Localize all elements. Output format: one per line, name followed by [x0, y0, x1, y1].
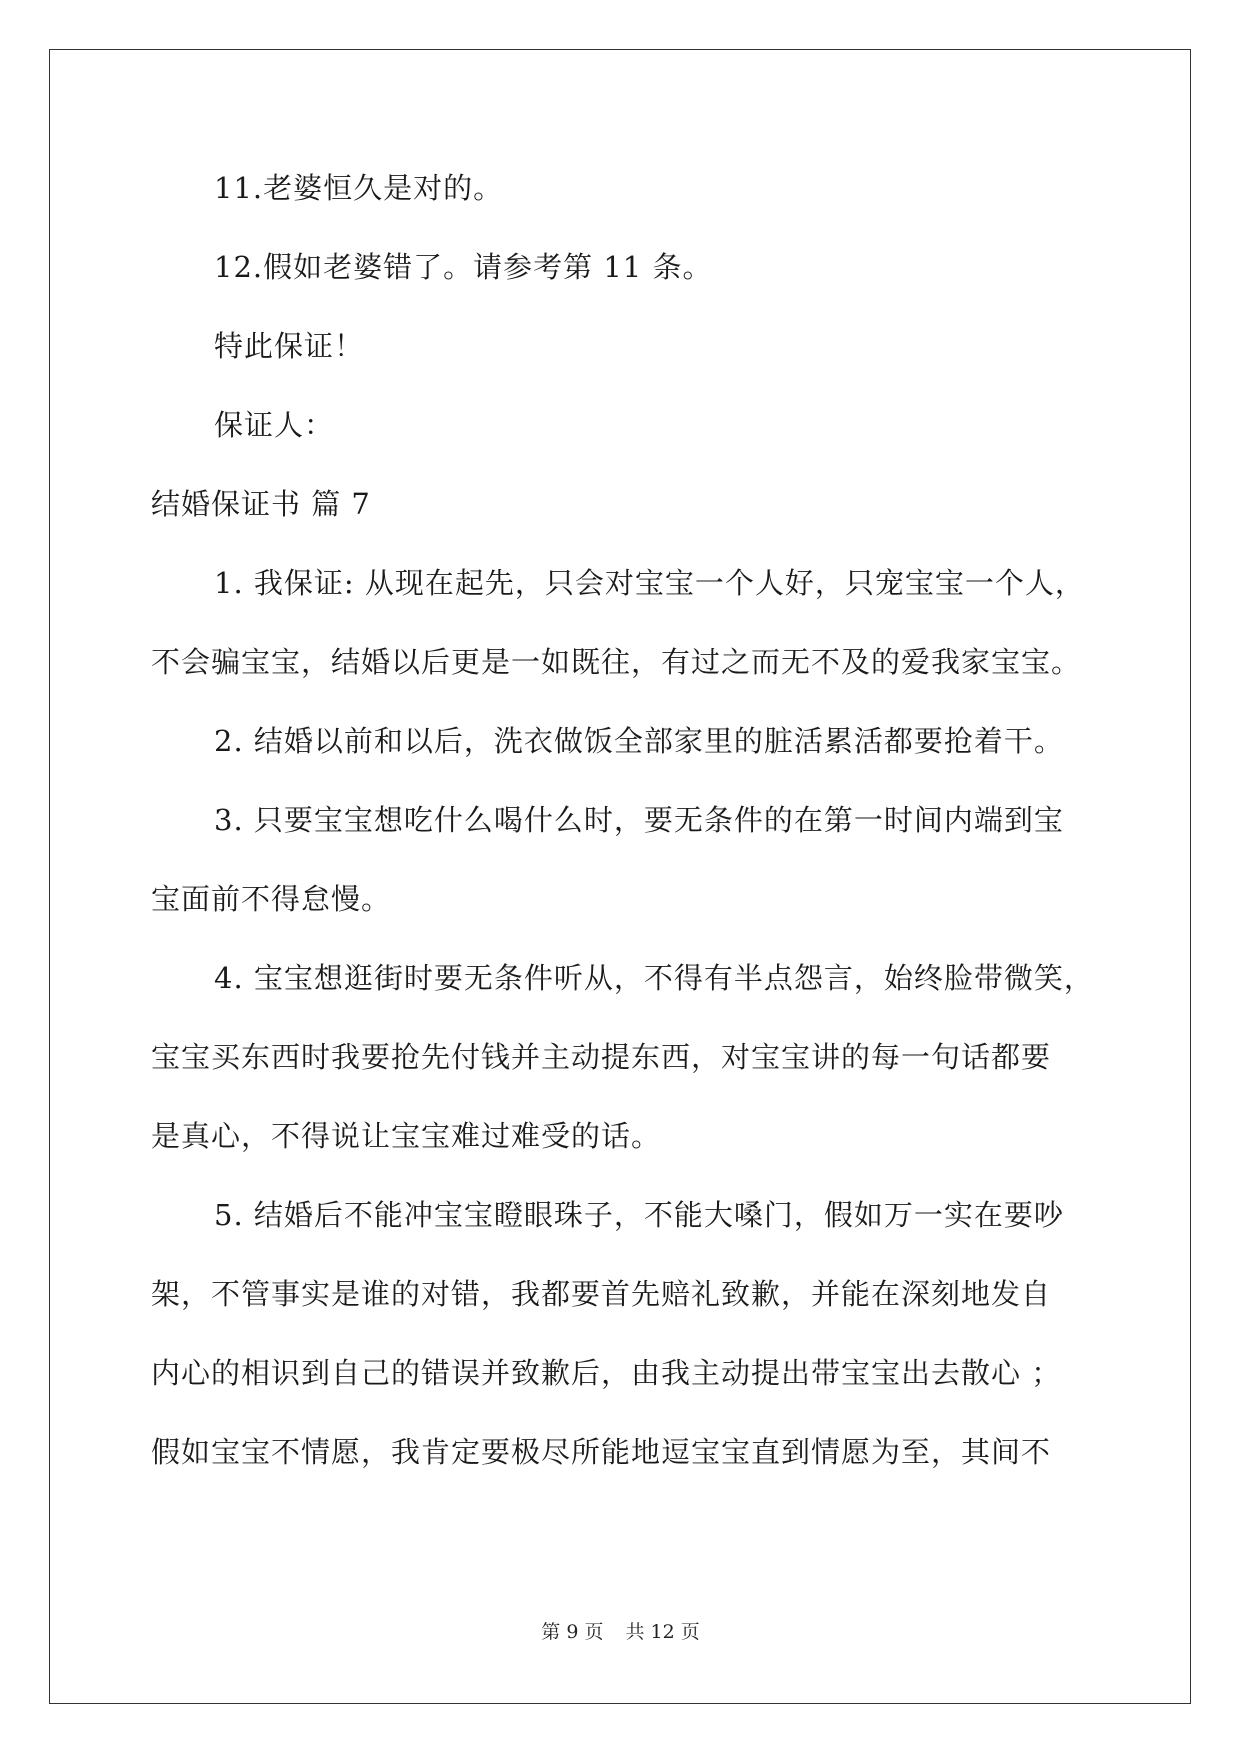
- text-line: 5. 结婚后不能冲宝宝瞪眼珠子，不能大嗓门，假如万一实在要吵: [214, 1198, 1064, 1232]
- page-footer: [0, 1620, 1241, 1644]
- text-line-closing: 特此保证！: [214, 329, 365, 363]
- text-line: 1. 我保证: 从现在起先，只会对宝宝一个人好，只宠宝宝一个人，: [214, 566, 1085, 600]
- text-line: 宝宝买东西时我要抢先付钱并主动提东西，对宝宝讲的每一句话都要: [151, 1040, 1052, 1074]
- text-line-signatory: 保证人：: [214, 408, 335, 442]
- text-line: 假如宝宝不情愿，我肯定要极尽所能地逗宝宝直到情愿为至，其间不: [151, 1435, 1052, 1469]
- text-line: 2. 结婚以前和以后，洗衣做饭全部家里的脏活累活都要抢着干。: [214, 724, 1064, 758]
- text-line: 宝面前不得怠慢。: [151, 882, 392, 916]
- text-line: 架，不管事实是谁的对错，我都要首先赔礼致歉，并能在深刻地发自: [151, 1277, 1052, 1311]
- text-line-item-11: 11.老婆恒久是对的。: [214, 171, 504, 205]
- text-line: 不会骗宝宝，结婚以后更是一如既往，有过之而无不及的爱我家宝宝。: [151, 645, 1082, 679]
- text-line: 是真心，不得说让宝宝难过难受的话。: [151, 1119, 662, 1153]
- text-line: 4. 宝宝想逛街时要无条件听从，不得有半点怨言，始终脸带微笑，: [214, 961, 1094, 995]
- page-number: 第 9 页: [541, 1621, 604, 1643]
- text-line: 3. 只要宝宝想吃什么喝什么时，要无条件的在第一时间内端到宝: [214, 803, 1064, 837]
- text-line-item-12: 12.假如老婆错了。请参考第 11 条。: [214, 250, 713, 284]
- page-total: 共 12 页: [625, 1621, 700, 1643]
- text-line: 内心的相识到自己的错误并致歉后，由我主动提出带宝宝出去散心 ；: [151, 1356, 1062, 1390]
- section-heading: 结婚保证书 篇 7: [151, 487, 371, 521]
